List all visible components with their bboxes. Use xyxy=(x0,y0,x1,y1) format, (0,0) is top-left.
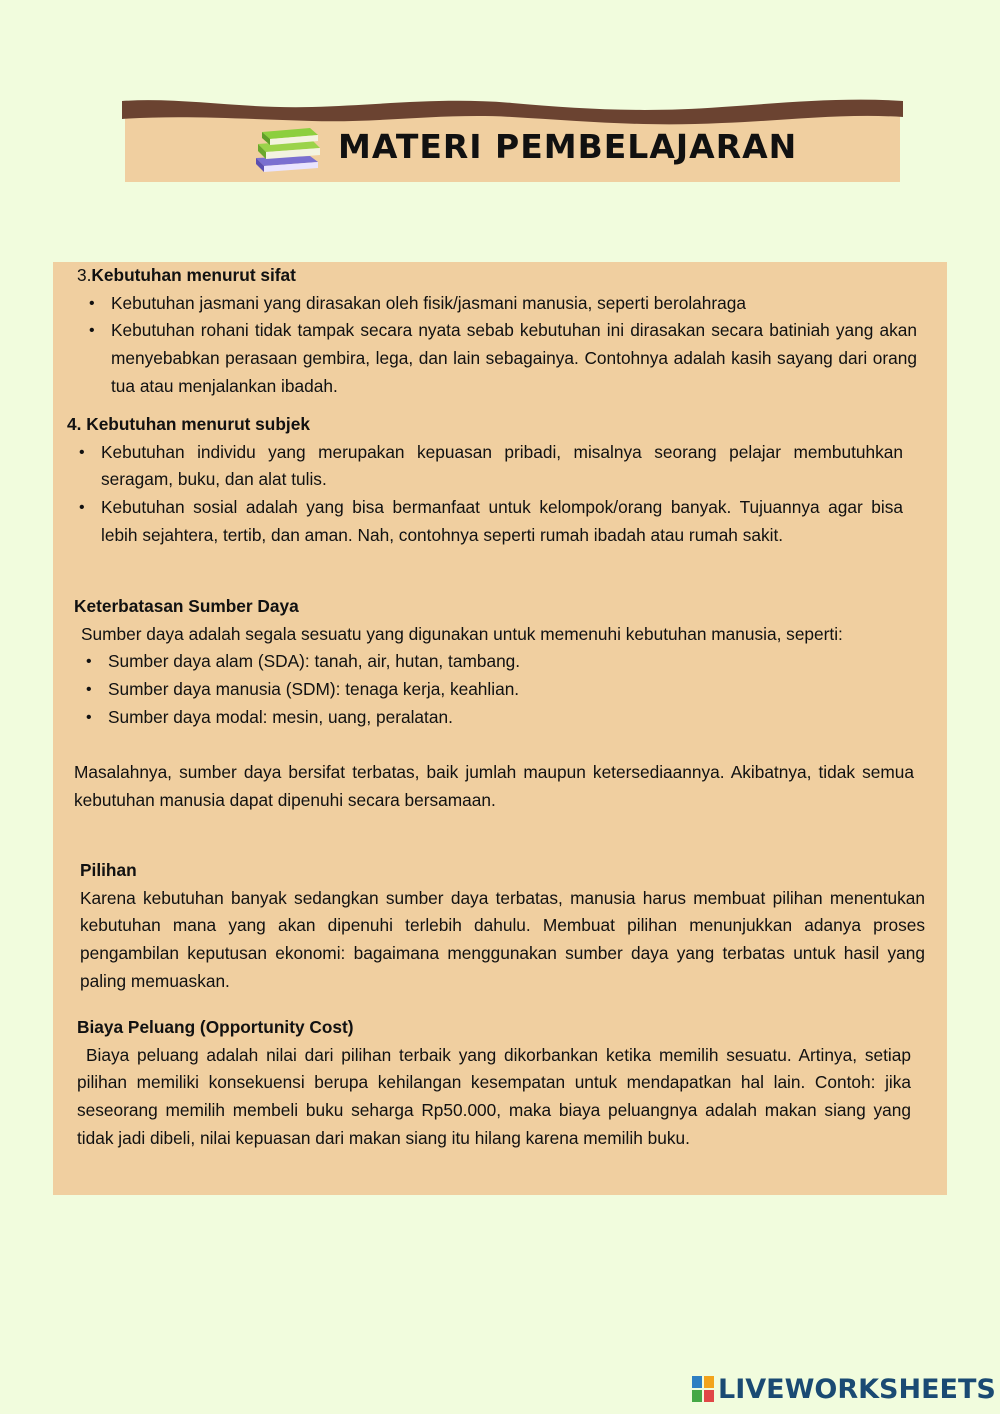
bullet-list xyxy=(101,439,903,550)
paragraph: Masalahnya, sumber daya bersifat terbatas, baik jumlah maupun ketersediaannya. Akibatnya, tidak semua kebutuhan manusia dapat dipenuhi secara bersamaan. xyxy=(74,762,914,810)
books-icon xyxy=(252,126,322,174)
bullet-list xyxy=(108,648,914,731)
section-keterbatasan xyxy=(74,593,914,815)
paragraph: Sumber daya adalah segala sesuatu yang digunakan untuk memenuhi kebutuhan manusia, seperti: xyxy=(81,623,843,644)
logo-text: LIVEWORKSHEETS xyxy=(718,1373,996,1405)
bullet-list xyxy=(111,290,917,401)
section-heading: Biaya Peluang (Opportunity Cost) xyxy=(77,1017,354,1037)
list-item: • Kebutuhan rohani tidak tampak secara nyata sebab kebutuhan ini dirasakan secara batiniah yang akan menyebabkan perasaan gembira, lega, dan lain sebagainya. Contohnya adalah kasih sayang dari orang tua atau menjalankan ibadah. xyxy=(111,317,917,400)
paragraph: Biaya peluang adalah nilai dari pilihan terbaik yang dikorbankan ketika memilih sesuatu. Artinya, setiap pilihan memiliki konsekuensi berupa kehilangan kesempatan untuk mendapatkan hal lain. Contoh: jika seseorang memilih membeli buku seharga Rp50.000, maka biaya peluangnya adalah makan siang yang tidak jadi dibeli, nilai kepuasan dari makan siang itu hilang karena memilih buku. xyxy=(77,1044,911,1148)
section-kebutuhan-subjek xyxy=(67,411,903,550)
list-item: • Kebutuhan jasmani yang dirasakan oleh fisik/jasmani manusia, seperti berolahraga xyxy=(111,290,917,318)
section-biaya-peluang xyxy=(77,1014,911,1153)
section-heading-number: 3. xyxy=(77,265,92,285)
section-heading xyxy=(77,262,917,290)
list-item: • Sumber daya manusia (SDM): tenaga kerja, keahlian. xyxy=(108,676,914,704)
page-title: MATERI PEMBELAJARAN xyxy=(338,127,798,166)
section-heading: Pilihan xyxy=(80,860,137,880)
list-item: • Sumber daya modal: mesin, uang, peralatan. xyxy=(108,704,914,732)
paragraph: Karena kebutuhan banyak sedangkan sumber daya terbatas, manusia harus membuat pilihan menentukan kebutuhan mana yang akan dipenuhi terlebih dahulu. Membuat pilihan menunjukkan adanya proses pengambilan keputusan ekonomi: bagaimana menggunakan sumber daya yang terbatas untuk hasil yang paling memuaskan. xyxy=(80,887,925,991)
logo-blocks-icon xyxy=(692,1376,714,1402)
liveworksheets-logo[interactable] xyxy=(692,1374,996,1404)
section-kebutuhan-sifat xyxy=(77,262,917,401)
section-heading: 4. Kebutuhan menurut subjek xyxy=(67,414,310,434)
section-pilihan xyxy=(80,857,925,996)
section-heading: Keterbatasan Sumber Daya xyxy=(74,596,299,616)
list-item: • Sumber daya alam (SDA): tanah, air, hutan, tambang. xyxy=(108,648,914,676)
list-item: • Kebutuhan individu yang merupakan kepuasan pribadi, misalnya seorang pelajar membutuhkan seragam, buku, dan alat tulis. xyxy=(101,439,903,494)
list-item: • Kebutuhan sosial adalah yang bisa bermanfaat untuk kelompok/orang banyak. Tujuannya agar bisa lebih sejahtera, tertib, dan aman. Nah, contohnya seperti rumah ibadah atau rumah sakit. xyxy=(101,494,903,549)
section-heading-text: Kebutuhan menurut sifat xyxy=(91,265,296,285)
